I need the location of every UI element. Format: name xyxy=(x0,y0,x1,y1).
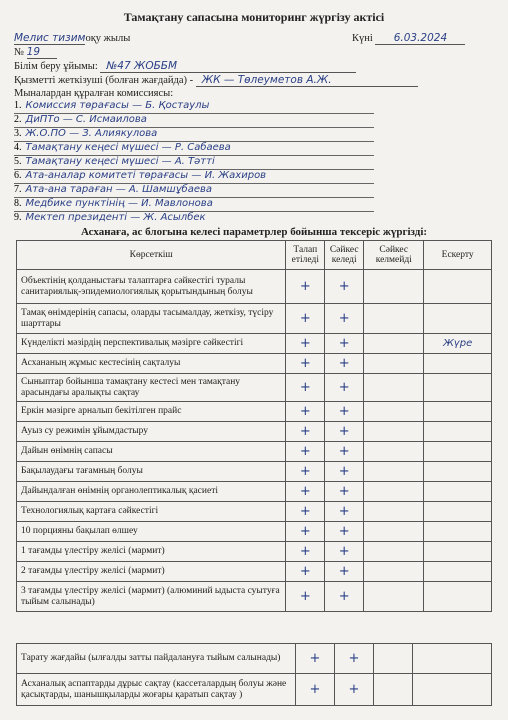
member-9-name: Мектеп президенті — Ж. Асылбек xyxy=(25,212,206,223)
table-row xyxy=(17,354,492,374)
criterion-cell: Асхананың жұмыс кестесінің сақталуы xyxy=(17,354,286,374)
criterion-cell: Еркін мәзірге арналып бекітілген прайс xyxy=(17,402,286,422)
responsible-value: ЖК — Төлеуметов А.Ж. xyxy=(196,74,418,87)
noncompliant-cell xyxy=(374,674,413,706)
number-label: № xyxy=(14,47,25,58)
member-1: 1. Комиссия төрағасы — Б. Қостаулы xyxy=(14,100,374,114)
required-cell: + xyxy=(286,422,325,442)
section-title: Асханаға, ас блогына келесі параметрлер бойынша тексеріс жүргізді: xyxy=(80,226,428,238)
inspection-table xyxy=(16,240,492,612)
member-8: 8. Медбике пунктінің — И. Мавлонова xyxy=(14,198,374,212)
criterion-cell: Сыныптар бойынша тамақтану кестесі мен тамақтану арасындағы аралықты сақтау xyxy=(17,374,286,402)
academic-year-suffix: оқу жылы xyxy=(85,33,131,44)
table-row xyxy=(17,674,492,706)
compliant-cell: + xyxy=(335,674,374,706)
responsible-label: Қызметті жеткізуші (болған жағдайда) - xyxy=(14,75,194,86)
criterion-cell: Дайын өнімнің сапасы xyxy=(17,442,286,462)
criterion-cell: Объектінің қолданыстағы талаптарға сәйкестігі туралы санитариялық-эпидемиологиялық қорытындының болуы xyxy=(17,270,286,304)
note-cell xyxy=(424,402,492,422)
note-cell xyxy=(424,304,492,334)
note-cell: Жүре xyxy=(424,334,492,354)
academic-year xyxy=(14,32,130,44)
noncompliant-cell xyxy=(374,644,413,674)
organization xyxy=(14,60,356,73)
noncompliant-cell xyxy=(364,334,424,354)
table-row xyxy=(17,270,492,304)
required-cell: + xyxy=(286,462,325,482)
compliant-cell: + xyxy=(325,502,364,522)
criterion-cell: Күнделікті мәзірдің перспективалық мәзірге сәйкестігі xyxy=(17,334,286,354)
table-row xyxy=(17,582,492,612)
compliant-cell: + xyxy=(325,462,364,482)
required-cell: + xyxy=(286,374,325,402)
required-cell: + xyxy=(286,502,325,522)
table-row xyxy=(17,542,492,562)
noncompliant-cell xyxy=(364,502,424,522)
noncompliant-cell xyxy=(364,582,424,612)
criterion-cell: Тамақ өнімдерінің сапасы, оларды тасымалдау, жеткізу, түсіру шарттары xyxy=(17,304,286,334)
note-cell xyxy=(424,482,492,502)
criterion-cell: Бақылаудағы тағамның болуы xyxy=(17,462,286,482)
organization-label: Білім беру ұйымы: xyxy=(14,61,98,72)
table-row xyxy=(17,462,492,482)
compliant-cell: + xyxy=(325,542,364,562)
member-5-name: Тамақтану кеңесі мүшесі — А. Тәтті xyxy=(25,156,215,167)
act-number xyxy=(14,46,57,59)
table-row xyxy=(17,562,492,582)
header-criterion: Көрсеткіш xyxy=(17,241,286,270)
required-cell: + xyxy=(286,442,325,462)
compliant-cell: + xyxy=(325,270,364,304)
note-cell xyxy=(424,522,492,542)
noncompliant-cell xyxy=(364,562,424,582)
noncompliant-cell xyxy=(364,542,424,562)
criterion-cell: Ауыз су режимін ұйымдастыру xyxy=(17,422,286,442)
member-4-name: Тамақтану кеңесі мүшесі — Р. Сабаева xyxy=(25,142,231,153)
number-value: 19 xyxy=(27,46,57,59)
header-required: Талап етіледі xyxy=(286,241,325,270)
note-cell xyxy=(424,422,492,442)
table-row xyxy=(17,644,492,674)
compliant-cell: + xyxy=(325,482,364,502)
table-row xyxy=(17,502,492,522)
noncompliant-cell xyxy=(364,462,424,482)
table-body-continued xyxy=(17,644,492,706)
compliant-cell: + xyxy=(325,402,364,422)
criterion-cell: Тарату жағдайы (ылғалды затты пайдалануға тыйым салынады) xyxy=(17,644,296,674)
compliant-cell: + xyxy=(325,562,364,582)
document-title: Тамақтану сапасына мониторинг жүргізу актісі xyxy=(123,10,385,24)
criterion-cell: 2 тағамды үлестіру желісі (мармит) xyxy=(17,562,286,582)
table-row xyxy=(17,422,492,442)
note-cell xyxy=(424,374,492,402)
table-header-row xyxy=(17,241,492,270)
compliant-cell: + xyxy=(335,644,374,674)
inspection-table-continued xyxy=(16,643,492,706)
noncompliant-cell xyxy=(364,270,424,304)
noncompliant-cell xyxy=(364,402,424,422)
table-body xyxy=(17,270,492,612)
member-8-name: Медбике пунктінің — И. Мавлонова xyxy=(25,198,213,209)
required-cell: + xyxy=(286,354,325,374)
noncompliant-cell xyxy=(364,522,424,542)
criterion-cell: 1 тағамды үлестіру желісі (мармит) xyxy=(17,542,286,562)
member-6-name: Ата-аналар комитеті төрағасы — И. Жахиров xyxy=(25,170,267,181)
required-cell: + xyxy=(286,542,325,562)
criterion-cell: Асханалық аспаптарды дұрыс сақтау (кассеталардың болуы және қасықтарды, шанышқыларды жоғары қаратып сақтау ) xyxy=(17,674,296,706)
table-row xyxy=(17,374,492,402)
note-cell xyxy=(424,442,492,462)
noncompliant-cell xyxy=(364,442,424,462)
member-7: 7. Ата-ана тараған — А. Шамшұбаева xyxy=(14,184,374,198)
table-row xyxy=(17,304,492,334)
note-cell xyxy=(413,674,492,706)
note-cell xyxy=(424,562,492,582)
note-cell xyxy=(424,502,492,522)
table-row xyxy=(17,334,492,354)
commission-label: Мыналардан құралған комиссиясы: xyxy=(14,88,174,99)
required-cell: + xyxy=(286,582,325,612)
date-value: 6.03.2024 xyxy=(375,32,465,45)
table-row xyxy=(17,522,492,542)
table-row xyxy=(17,402,492,422)
note-cell xyxy=(424,462,492,482)
table-row xyxy=(17,482,492,502)
criterion-cell: 10 порцияны бақылап өлшеу xyxy=(17,522,286,542)
member-6: 6. Ата-аналар комитеті төрағасы — И. Жахиров xyxy=(14,170,374,184)
criterion-cell: Дайындалған өнімнің органолептикалық қасиеті xyxy=(17,482,286,502)
note-cell xyxy=(424,270,492,304)
header-compliant: Сәйкес келеді xyxy=(325,241,364,270)
note-cell xyxy=(413,644,492,674)
compliant-cell: + xyxy=(325,582,364,612)
compliant-cell: + xyxy=(325,304,364,334)
note-cell xyxy=(424,582,492,612)
noncompliant-cell xyxy=(364,482,424,502)
member-1-name: Комиссия төрағасы — Б. Қостаулы xyxy=(25,100,210,111)
table-row xyxy=(17,442,492,462)
academic-year-value: Мелис тизим xyxy=(14,32,86,44)
required-cell: + xyxy=(286,562,325,582)
criterion-cell: 3 тағамды үлестіру желісі (мармит) (алюминий ыдыста суытуға тыйым салынады) xyxy=(17,582,286,612)
noncompliant-cell xyxy=(364,354,424,374)
member-9: 9. Мектеп президенті — Ж. Асылбек xyxy=(14,212,206,223)
member-5: 5. Тамақтану кеңесі мүшесі — А. Тәтті xyxy=(14,156,374,170)
noncompliant-cell xyxy=(364,304,424,334)
compliant-cell: + xyxy=(325,334,364,354)
date-field xyxy=(352,32,465,45)
noncompliant-cell xyxy=(364,422,424,442)
criterion-cell: Технологиялық картаға сәйкестігі xyxy=(17,502,286,522)
required-cell: + xyxy=(296,674,335,706)
compliant-cell: + xyxy=(325,374,364,402)
member-4: 4. Тамақтану кеңесі мүшесі — Р. Сабаева xyxy=(14,142,374,156)
required-cell: + xyxy=(286,304,325,334)
note-cell xyxy=(424,354,492,374)
organization-value: №47 ЖОББМ xyxy=(100,60,356,73)
noncompliant-cell xyxy=(364,374,424,402)
required-cell: + xyxy=(286,334,325,354)
member-2: 2. ДиПТо — С. Исмаилова xyxy=(14,114,374,128)
date-label: Күні xyxy=(352,33,373,44)
compliant-cell: + xyxy=(325,442,364,462)
required-cell: + xyxy=(286,482,325,502)
header-note: Ескерту xyxy=(424,241,492,270)
required-cell: + xyxy=(296,644,335,674)
responsible-supplier xyxy=(14,74,418,87)
member-2-name: ДиПТо — С. Исмаилова xyxy=(25,114,147,125)
member-3: 3. Ж.О.ПО — З. Алиякулова xyxy=(14,128,374,142)
member-3-name: Ж.О.ПО — З. Алиякулова xyxy=(25,128,158,139)
compliant-cell: + xyxy=(325,522,364,542)
note-cell xyxy=(424,542,492,562)
compliant-cell: + xyxy=(325,354,364,374)
required-cell: + xyxy=(286,402,325,422)
header-noncompliant: Сәйкес келмейді xyxy=(364,241,424,270)
compliant-cell: + xyxy=(325,422,364,442)
required-cell: + xyxy=(286,522,325,542)
member-7-name: Ата-ана тараған — А. Шамшұбаева xyxy=(25,184,212,195)
required-cell: + xyxy=(286,270,325,304)
